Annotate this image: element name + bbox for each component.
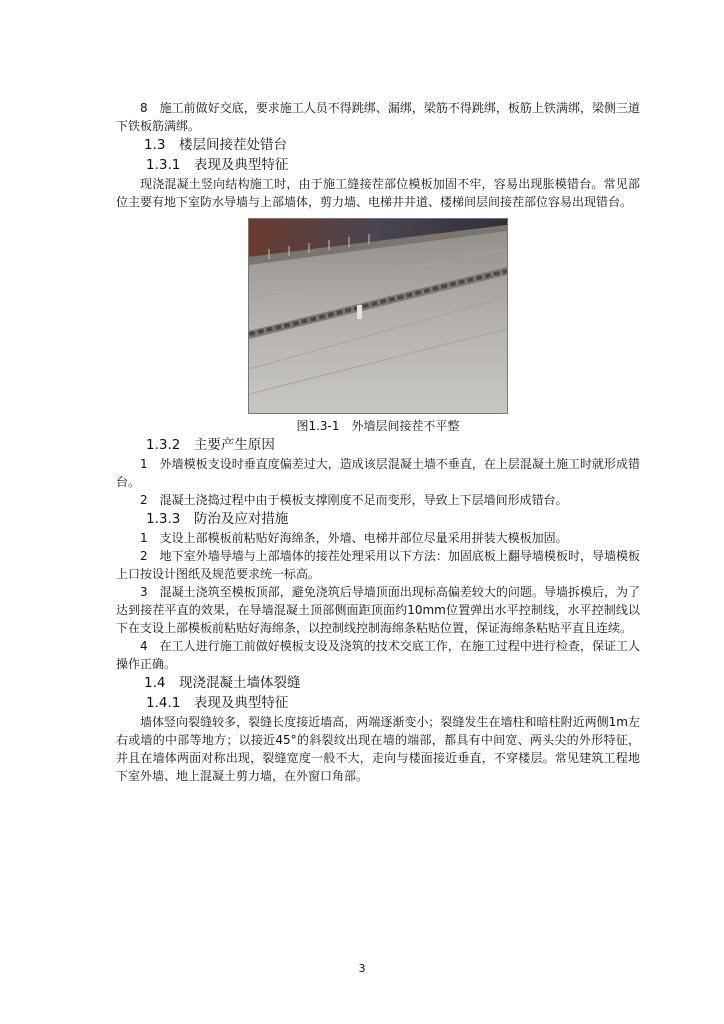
concrete-wall-photo-image xyxy=(249,219,507,413)
wall-joint-photo xyxy=(248,218,508,414)
document-body xyxy=(116,99,640,785)
heading-1-3-1: 1.3.1 表现及典型特征 xyxy=(146,157,289,173)
paragraph-1-3-1: 现浇混凝土竖向结构施工时，由于施工缝接茬部位模板加固不牢，容易出现胀模错台。常见部位主要有地下室防水导墙与上部墙体，剪力墙、电梯井井道、楼梯间层间接茬部位容易出现错台。 xyxy=(116,177,640,209)
figure-caption: 图1.3-1 外墙层间接茬不平整 xyxy=(296,419,460,433)
paragraph-1-3-3-item-4: 4 在工人进行施工前做好模板支设及浇筑的技术交底工作，在施工过程中进行检查，保证工人操作正确。 xyxy=(116,639,640,671)
paragraph-1-3-2-item-1: 1 外墙模板支设时垂直度偏差过大，造成该层混凝土墙不垂直，在上层混凝土施工时就形成错台。 xyxy=(116,457,640,489)
page-number: 3 xyxy=(358,962,366,975)
paragraph-1-3-3-item-3: 3 混凝土浇筑至模板顶部，避免浇筑后导墙顶面出现标高偏差较大的问题。导墙拆模后，为了达到接茬平直的效果，在导墙混凝土顶部侧面距顶面约10mm位置弹出水平控制线，水平控制线以下在支设上部模板前粘贴好海绵条，以控制线控制海绵条粘贴位置，保证海绵条粘贴平直且连续。 xyxy=(116,585,640,635)
heading-1-3-3: 1.3.3 防治及应对措施 xyxy=(146,511,289,527)
heading-1-4-1: 1.4.1 表现及典型特征 xyxy=(146,695,289,711)
paragraph-1-4-1: 墙体竖向裂缝较多，裂缝长度接近墙高，两端逐渐变小；裂缝发生在墙柱和暗柱附近两侧1m左右或墙的中部等地方；以接近45°的斜裂纹出现在墙的端部，都具有中间宽、两头尖的外形特征，并且在墙体两面对称出现，裂缝宽度一般不大，走向与楼面接近垂直，不穿楼层。常见建筑工程地下室外墙、地上混凝土剪力墙，在外窗口角部。 xyxy=(116,715,640,783)
heading-1-4: 1.4 现浇混凝土墙体裂缝 xyxy=(144,675,301,691)
heading-1-3-2: 1.3.2 主要产生原因 xyxy=(146,437,275,453)
paragraph-1-3-3-item-1: 1 支设上部模板前粘贴好海绵条，外墙、电梯井部位尽量采用拼装大模板加固。 xyxy=(140,531,568,545)
heading-1-3: 1.3 楼层间接茬处错台 xyxy=(144,137,287,153)
paragraph-1-3-2-item-2: 2 混凝土浇捣过程中由于模板支撑刚度不足而变形，导致上下层墙间形成错台。 xyxy=(140,493,568,507)
paragraph-1-3-3-item-2: 2 地下室外墙导墙与上部墙体的接茬处理采用以下方法：加固底板上翻导墙模板时，导墙模板上口按设计图纸及规范要求统一标高。 xyxy=(116,549,640,581)
paragraph-item-8: 8 施工前做好交底，要求施工人员不得跳绑、漏绑，梁筋不得跳绑，板筋上铁满绑，梁侧三道下铁板筋满绑。 xyxy=(116,101,640,133)
